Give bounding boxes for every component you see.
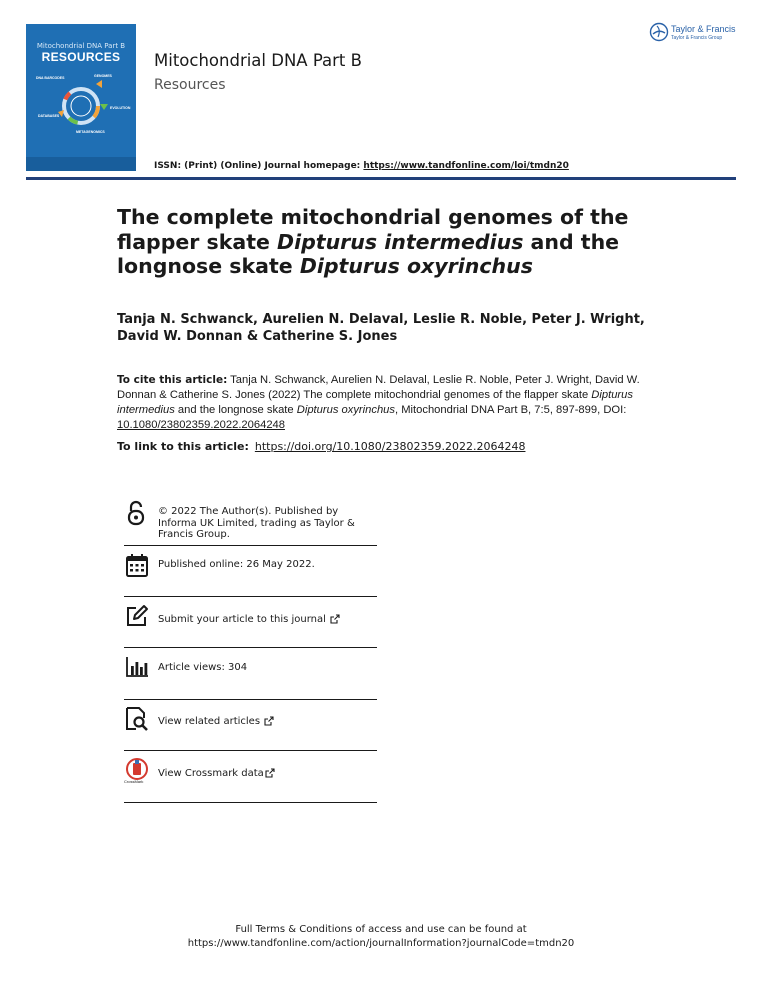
external-link-icon [265, 768, 275, 778]
divider [124, 647, 377, 648]
open-access-lock-icon [124, 500, 150, 526]
cover-label: DATABASES [38, 114, 60, 118]
submit-article-link[interactable] [124, 603, 377, 643]
divider [124, 596, 377, 597]
citation-text: and the longnose skate [174, 404, 297, 416]
crossmark-row [158, 768, 275, 780]
crossmark-text: View Crossmark data [158, 768, 264, 779]
publisher-name: Taylor & Francis [671, 24, 736, 34]
citation-block [117, 373, 657, 433]
article-title-species2: Dipturus oxyrinchus [299, 254, 533, 278]
cover-title-line1: Mitochondrial DNA Part B [36, 42, 126, 50]
cover-genome-ring-icon [26, 24, 136, 171]
article-title-part2: and the longnose skate [117, 229, 620, 278]
cover-label: GENOMES [94, 74, 112, 78]
cover-label: DNA BARCODES [36, 76, 65, 80]
related-articles-text: View related articles [158, 716, 261, 727]
crossmark-link[interactable] [124, 758, 377, 798]
issn-line [154, 161, 569, 171]
bar-chart-icon [124, 654, 150, 680]
article-views-text: Article views: 304 [158, 662, 248, 673]
published-date: Published online: 26 May 2022. [158, 559, 315, 570]
article-title [117, 205, 657, 279]
published-item [124, 552, 377, 592]
license-item [124, 500, 377, 544]
journal-title: Mitochondrial DNA Part B [154, 51, 362, 70]
divider [124, 545, 377, 546]
crossmark-icon [124, 758, 150, 784]
footer-terms-link[interactable]: https://www.tandfonline.com/action/journalInformation?journalCode=tmdn20 [187, 938, 575, 949]
article-doi-link[interactable]: https://doi.org/10.1080/23802359.2022.2064248 [254, 440, 526, 453]
cover-title-line2: RESOURCES [41, 50, 121, 64]
related-articles-link[interactable] [124, 706, 377, 746]
divider [124, 699, 377, 700]
submit-article-row [158, 614, 340, 626]
external-link-icon [330, 614, 340, 624]
article-title-part1: The complete mitochondrial genomes of the flapper skate [117, 205, 629, 254]
citation-species2: Dipturus oxyrinchus [296, 404, 395, 416]
calendar-icon [124, 552, 150, 578]
article-link-line [117, 440, 525, 453]
article-views-item [124, 654, 377, 694]
terms-footer [0, 923, 762, 951]
journal-homepage-link[interactable]: https://www.tandfonline.com/loi/tmdn20 [363, 161, 569, 171]
citation-text: Tanja N. Schwanck, Aurelien N. Delaval, Leslie R. Noble, Peter J. Wright, David W. Donnan & Catherine S. Jones (2022) The complete mitochondrial genomes of the flapper skate [117, 374, 640, 401]
article-link-lead: To link to this article: [117, 440, 249, 453]
edit-pencil-icon [124, 603, 150, 629]
license-text: © 2022 The Author(s). Published by Informa UK Limited, trading as Taylor & Francis Group. [158, 506, 355, 540]
footer-line1: Full Terms & Conditions of access and use can be found at [235, 924, 527, 935]
submit-article-text: Submit your article to this journal [158, 614, 326, 625]
citation-doi-link[interactable]: 10.1080/23802359.2022.2064248 [117, 419, 285, 431]
citation-species1: Dipturus intermedius [117, 389, 633, 416]
citation-text: , Mitochondrial DNA Part B, 7:5, 897-899, DOI: [395, 404, 627, 416]
external-link-icon [264, 716, 274, 726]
cover-label: EVOLUTION [110, 106, 131, 110]
taylor-francis-globe-icon [649, 22, 669, 42]
article-authors: Tanja N. Schwanck, Aurelien N. Delaval, Leslie R. Noble, Peter J. Wright, David W. Donnan & Catherine S. Jones [117, 312, 645, 344]
document-search-icon [124, 706, 150, 732]
header-rule [26, 177, 736, 180]
cover-label: METAGENOMICS [76, 130, 105, 134]
citation-lead: To cite this article: [117, 374, 228, 386]
journal-cover-image [26, 24, 136, 171]
article-title-species1: Dipturus intermedius [277, 229, 524, 254]
divider [124, 802, 377, 803]
issn-text: ISSN: (Print) (Online) Journal homepage: [154, 161, 364, 171]
publisher-logo[interactable] [649, 22, 749, 44]
divider [124, 750, 377, 751]
related-articles-row [158, 716, 274, 728]
publisher-group: Taylor & Francis Group [671, 35, 723, 41]
cover-footer-band [26, 157, 136, 171]
journal-subtitle: Resources [154, 77, 226, 93]
crossmark-icon-label: CrossMark [124, 779, 144, 784]
